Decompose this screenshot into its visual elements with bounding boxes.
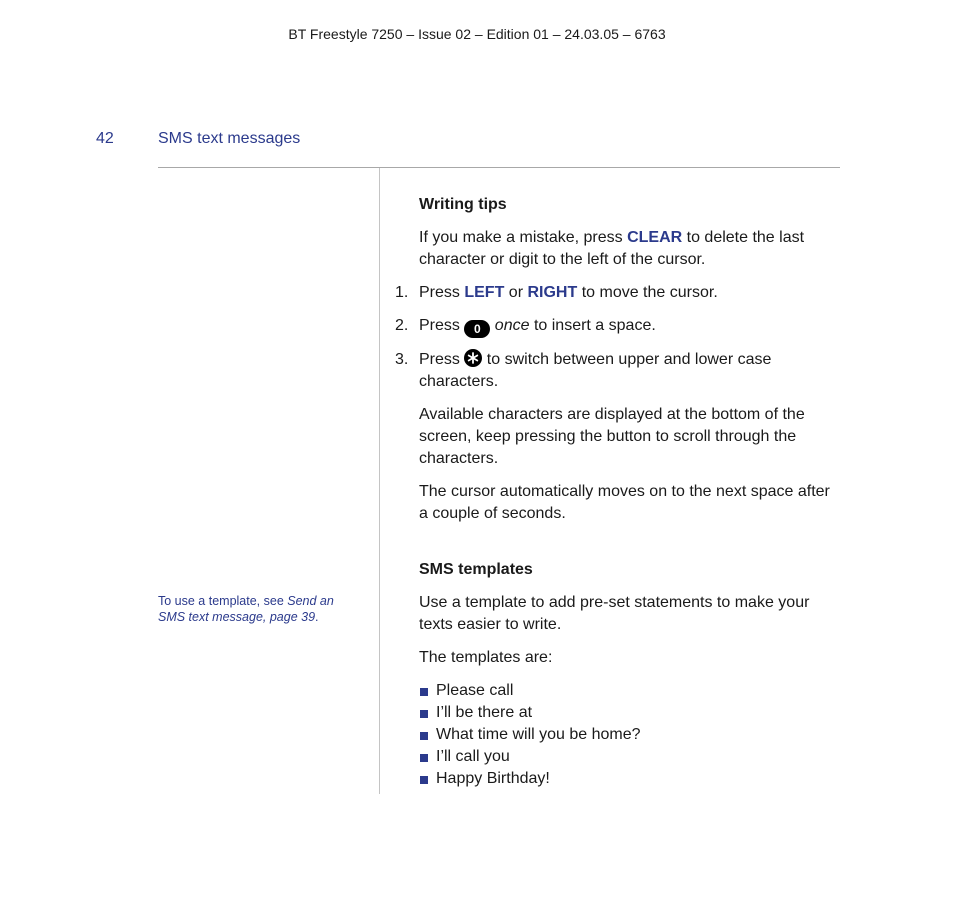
list-item: [419, 746, 839, 768]
intro-text-end: to delete the last character or digit to the left of the cursor.: [419, 229, 805, 268]
templates-lead: The templates are:: [419, 649, 553, 666]
side-note: [158, 593, 358, 625]
section-title: SMS text messages: [158, 130, 301, 147]
list-item: [419, 768, 839, 790]
document-header: BT Freestyle 7250 – Issue 02 – Edition 01 – 24.03.05 – 6763: [288, 26, 666, 42]
page-number: 42: [96, 130, 114, 147]
square-bullet-icon: [420, 710, 428, 718]
step-text: or: [504, 284, 528, 301]
template-text: Happy Birthday!: [436, 770, 550, 787]
writing-tips-heading: Writing tips: [419, 196, 507, 213]
main-content: [395, 194, 839, 790]
step-2: [395, 315, 839, 338]
once-emphasis: once: [494, 317, 530, 334]
step-text: Press: [419, 284, 465, 301]
list-item: [419, 724, 839, 746]
star-key-icon: [464, 349, 482, 367]
right-key-label: RIGHT: [527, 284, 578, 301]
step-1: [395, 282, 839, 304]
list-item: [419, 680, 839, 702]
writing-tips-intro: [419, 227, 839, 271]
square-bullet-icon: [420, 754, 428, 762]
step-number: 2.: [395, 317, 409, 334]
column-divider: [379, 168, 380, 794]
square-bullet-icon: [420, 732, 428, 740]
steps-list: [395, 282, 839, 393]
step-text: to insert a space.: [529, 317, 656, 334]
intro-text: If you make a mistake, press: [419, 229, 628, 246]
clear-key-label: CLEAR: [627, 229, 683, 246]
template-text: I’ll call you: [436, 748, 510, 765]
template-text: I’ll be there at: [436, 704, 533, 721]
templates-list: [419, 680, 839, 790]
cursor-paragraph: The cursor automatically moves on to the next space after a couple of seconds.: [419, 483, 830, 522]
templates-intro: Use a template to add pre-set statements to make your texts easier to write.: [419, 594, 810, 633]
step-number: 1.: [395, 284, 409, 301]
step-text: Press: [419, 351, 465, 368]
header-divider: [158, 167, 840, 168]
side-note-suffix: .: [315, 610, 319, 624]
step-3: [395, 349, 839, 393]
template-text: What time will you be home?: [436, 726, 641, 743]
step-text: to move the cursor.: [577, 284, 718, 301]
square-bullet-icon: [420, 688, 428, 696]
step-number: 3.: [395, 351, 409, 368]
square-bullet-icon: [420, 776, 428, 784]
side-note-link[interactable]: Send an SMS text message, page 39: [158, 594, 334, 624]
template-text: Please call: [436, 682, 514, 699]
step-text: to switch between upper and lower case characters.: [419, 351, 772, 390]
step-text: Press: [419, 317, 465, 334]
sms-templates-heading: SMS templates: [419, 561, 533, 578]
available-characters-paragraph: Available characters are displayed at the bottom of the screen, keep pressing the button to scroll through the characters.: [419, 406, 805, 467]
zero-key-icon: 0: [464, 320, 490, 338]
list-item: [419, 702, 839, 724]
side-note-prefix: To use a template, see: [158, 594, 288, 608]
left-key-label: LEFT: [464, 284, 505, 301]
